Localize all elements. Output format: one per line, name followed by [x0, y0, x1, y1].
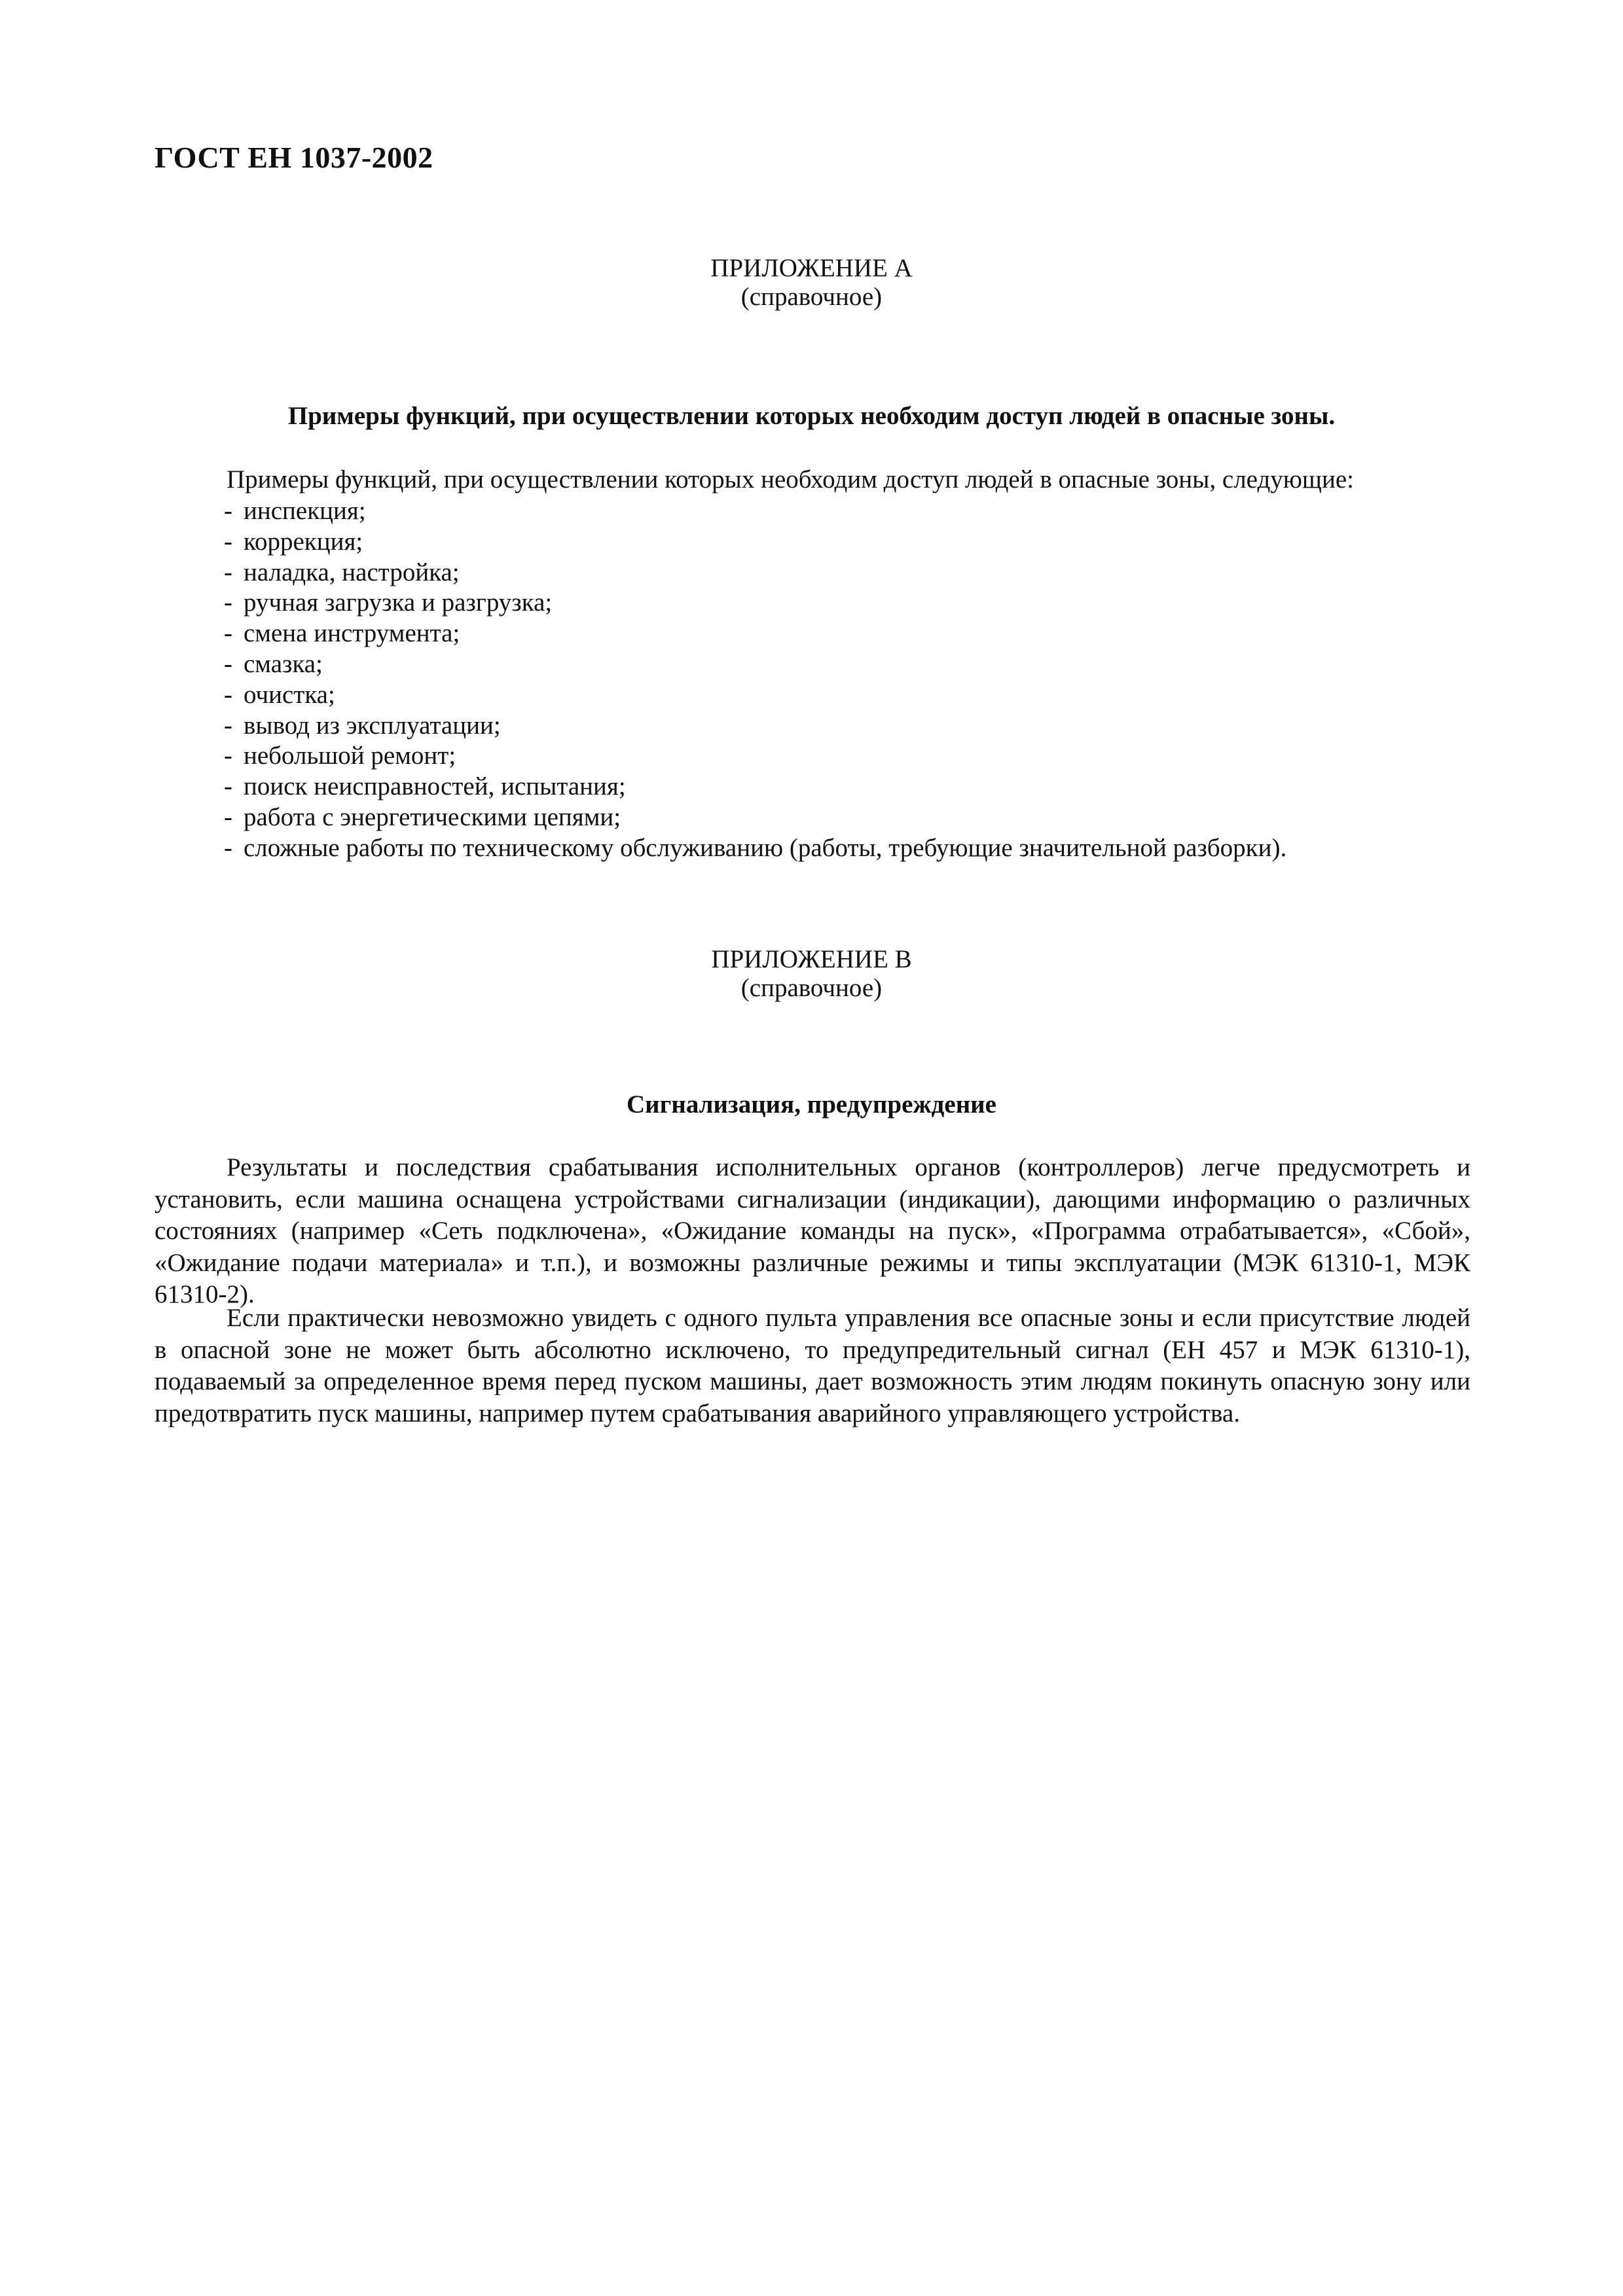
appendix-a-title: ПРИЛОЖЕНИЕ А	[710, 254, 913, 282]
list-item: - работа с энергетическими цепями;	[224, 802, 621, 831]
document-id: ГОСТ ЕН 1037-2002	[155, 141, 433, 174]
list-item: - поиск неисправностей, испытания;	[224, 772, 626, 801]
list-item: - инспекция;	[224, 497, 366, 525]
appendix-b-title: ПРИЛОЖЕНИЕ В	[711, 945, 912, 973]
appendix-b-paragraph-2: Если практически невозможно увидеть с одного пульта управления все опасные зоны и если присутствие людей в опасной зоне не может быть абсолютно исключено, то предупредительный сигнал (ЕН 457 и МЭК 61310-1), подаваемый за определенное время перед пуском машины, дает возможность этим людям покинуть опасную зону или предотвратить пуск машины, например путем срабатывания аварийного управляющего устройства.	[155, 1304, 1470, 1427]
appendix-a-subtitle: (справочное)	[740, 283, 883, 311]
list-item: - сложные работы по техническому обслуживанию (работы, требующие значительной разборки).	[224, 833, 1287, 862]
list-item: - ручная загрузка и разгрузка;	[224, 588, 553, 617]
appendix-b-subtitle: (справочное)	[740, 974, 883, 1002]
list-item: - вывод из эксплуатации;	[224, 711, 501, 740]
list-item: - смазка;	[224, 649, 323, 678]
list-item: - небольшой ремонт;	[224, 742, 456, 770]
appendix-a-heading: Примеры функций, при осуществлении которых необходим доступ людей в опасные зоны.	[287, 402, 1336, 430]
list-item: - наладка, настройка;	[224, 558, 460, 586]
list-item: - смена инструмента;	[224, 619, 460, 648]
list-item: - очистка;	[224, 680, 335, 709]
appendix-a-intro: Примеры функций, при осуществлении которых необходим доступ людей в опасные зоны, следующие:	[227, 465, 1354, 493]
appendix-b-paragraph-1: Результаты и последствия срабатывания исполнительных органов (контроллеров) легче предусмотреть и установить, если машина оснащена устройствами сигнализации (индикации), дающими информацию о различных состояниях (например «Сеть подключена», «Ожидание команды на пуск», «Программа отрабатывается», «Сбой», «Ожидание подачи материала» и т.п.), и возможны различные режимы и типы эксплуатации (МЭК 61310-1, МЭК 61310-2).	[155, 1153, 1470, 1309]
appendix-a-list	[224, 496, 1286, 864]
appendix-b-heading: Сигнализация, предупреждение	[627, 1090, 996, 1119]
list-item: - коррекция;	[224, 527, 363, 556]
